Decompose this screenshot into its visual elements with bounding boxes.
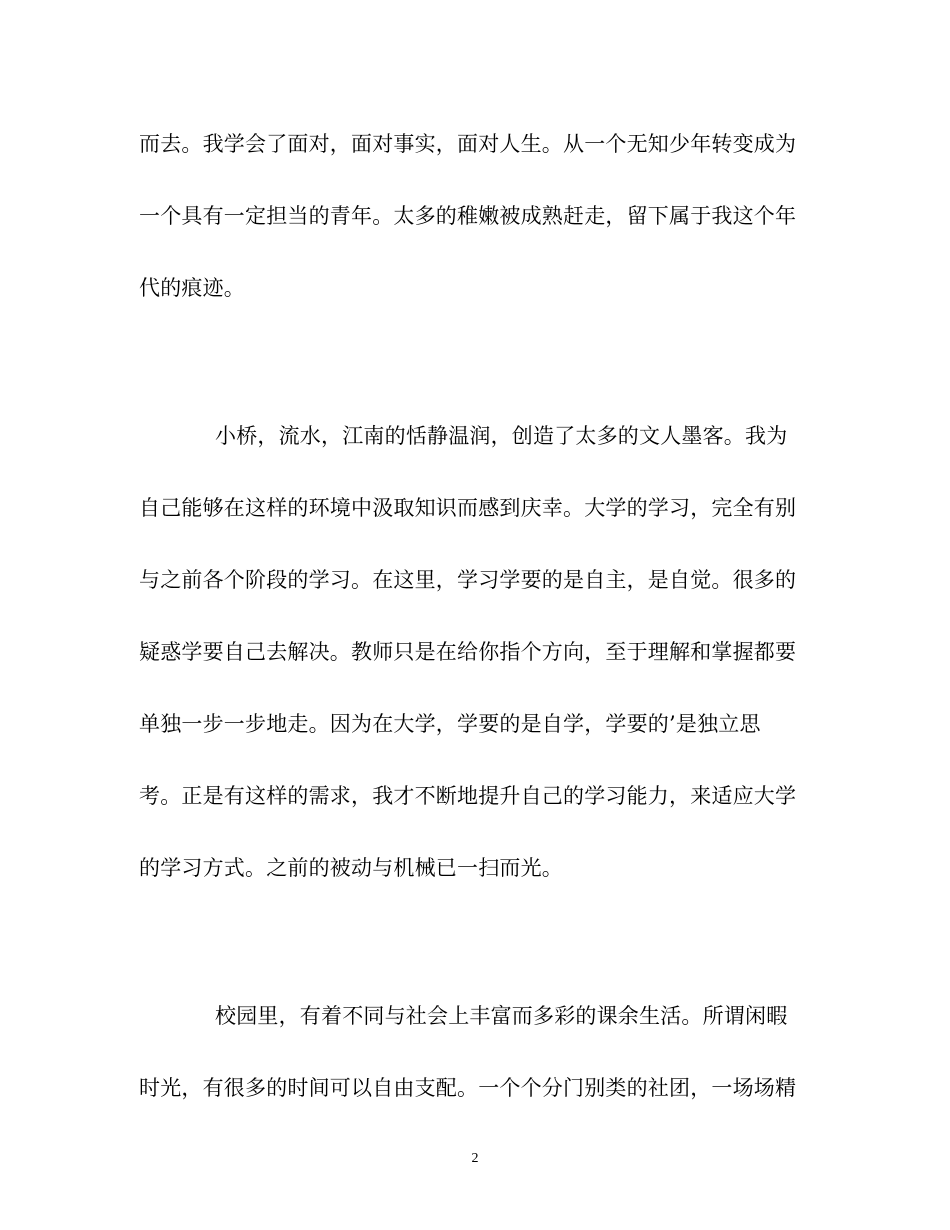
paragraph-2-line-3: 与之前各个阶段的学习。在这里，学习学要的是自主，是自觉。很多的 [139,568,797,592]
paragraph-1-line-3: 代的痕迹。 [139,276,245,300]
paragraph-2-line-6: 考。正是有这样的需求，我才不断地提升自己的学习能力，来适应大学 [139,784,797,808]
paragraph-3-line-1: 校园里，有着不同与社会上丰富而多彩的课余生活。所谓闲暇 [215,1004,788,1028]
paragraph-1-line-2: 一个具有一定担当的青年。太多的稚嫩被成熟赶走，留下属于我这个年 [139,204,797,228]
paragraph-2-line-5: 单独一步一步地走。因为在大学，学要的是自学，学要的’是独立思 [139,712,761,736]
paragraph-2-line-2: 自己能够在这样的环境中汲取知识而感到庆幸。大学的学习，完全有别 [139,496,797,520]
paragraph-1-line-1: 而去。我学会了面对，面对事实，面对人生。从一个无知少年转变成为 [139,132,797,156]
page-number: 2 [471,1151,479,1166]
paragraph-2-line-1: 小桥，流水，江南的恬静温润，创造了太多的文人墨客。我为 [215,424,788,448]
paragraph-2-line-7: 的学习方式。之前的被动与机械已一扫而光。 [139,856,563,880]
paragraph-3-line-2: 时光，有很多的时间可以自由支配。一个个分门别类的社团，一场场精 [139,1076,797,1100]
paragraph-2-line-4: 疑惑学要自己去解决。教师只是在给你指个方向，至于理解和掌握都要 [139,640,797,664]
